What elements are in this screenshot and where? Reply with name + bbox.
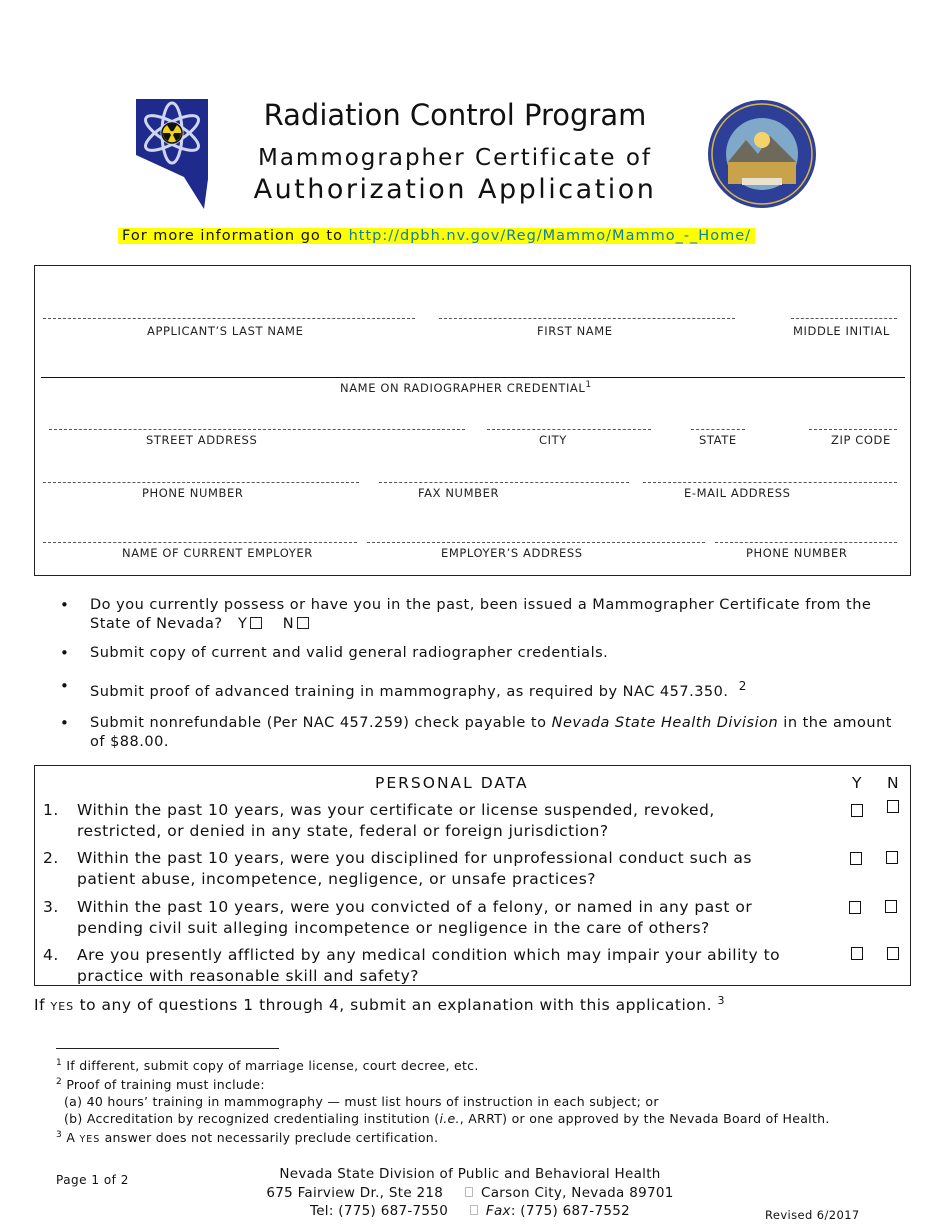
footnote-3: $^3$ A YES answer does not necessarily preclude certification. <box>56 1130 439 1146</box>
footer-address: 675 Fairview Dr., Ste 218 Carson City, Nevada 89701 <box>266 1185 674 1201</box>
q4-yes-checkbox[interactable] <box>851 947 863 960</box>
info-link[interactable]: http://dpbh.nv.gov/Reg/Mammo/Mammo_-_Home/ <box>348 228 752 244</box>
middle-initial-label: MIDDLE INITIAL <box>793 324 890 338</box>
first-name-field[interactable] <box>439 318 735 319</box>
q3-no-checkbox[interactable] <box>885 900 897 913</box>
q1-no-checkbox[interactable] <box>887 800 899 813</box>
nevada-state-seal <box>706 98 818 210</box>
zip-field[interactable] <box>809 429 897 430</box>
state-label: STATE <box>699 433 737 447</box>
footer-contact: Tel: (775) 687-7550 Fax: (775) 687-7552 <box>309 1203 631 1219</box>
credential-name-label: NAME ON RADIOGRAPHER CREDENTIAL$^1$ <box>340 380 592 395</box>
q2-yes-checkbox[interactable] <box>850 852 862 865</box>
last-name-label: APPLICANT’S LAST NAME <box>147 324 304 338</box>
employer-phone-field[interactable] <box>715 542 897 543</box>
personal-data-title: PERSONAL DATA <box>375 774 529 792</box>
zip-label: ZIP CODE <box>831 433 891 447</box>
email-field[interactable] <box>643 482 897 483</box>
q2-no-checkbox[interactable] <box>886 851 898 864</box>
q3-yes-checkbox[interactable] <box>849 901 861 914</box>
question-1: 1. Within the past 10 years, was your certificate or license suspended, revoked, restricted, or denied in any state, federal or foreign jurisdiction? <box>43 801 715 840</box>
q4-no-checkbox[interactable] <box>887 947 899 960</box>
last-name-field[interactable] <box>43 318 415 319</box>
q1-yes-checkbox[interactable] <box>851 804 863 817</box>
question-4: 4. Are you presently afflicted by any medical condition which may impair your ability to practice with reasonable skill and safety? <box>43 946 781 985</box>
info-prefix: For more information go to <box>122 228 343 244</box>
footnote-2a: (a) 40 hours’ training in mammography — must list hours of instruction in each subject; or <box>64 1094 659 1110</box>
street-label: STREET ADDRESS <box>146 433 258 447</box>
radiation-program-logo <box>134 97 212 209</box>
footnote-2: $^2$ Proof of training must include: <box>56 1077 265 1093</box>
credential-name-field[interactable] <box>41 377 905 378</box>
prior-certificate-no-checkbox[interactable] <box>297 617 309 629</box>
employer-phone-label: PHONE NUMBER <box>746 546 848 560</box>
footnotes <box>56 1055 916 1148</box>
form-subtitle-line1: Mammographer Certificate of <box>257 145 652 171</box>
city-field[interactable] <box>487 429 651 430</box>
personal-data-box <box>34 765 911 986</box>
info-banner <box>118 228 755 244</box>
form-subtitle-line2: Authorization Application <box>253 174 657 205</box>
employer-label: NAME OF CURRENT EMPLOYER <box>122 546 313 560</box>
list-item: • Submit copy of current and valid general radiographer credentials. <box>60 644 910 663</box>
footer-org: Nevada State Division of Public and Behavioral Health <box>279 1166 661 1182</box>
street-field[interactable] <box>49 429 465 430</box>
revised-date: Revised 6/2017 <box>765 1208 860 1222</box>
col-n-header: N <box>887 774 899 792</box>
program-title: Radiation Control Program <box>263 98 647 132</box>
col-y-header: Y <box>852 774 862 792</box>
list-item: • Do you currently possess or have you in the past, been issued a Mammographer Certificate from the State of Nevada? Y N <box>60 596 910 634</box>
footnote-2b: (b) Accreditation by recognized credentialing institution (i.e., ARRT) or one approved by the Nevada Board of Health. <box>64 1111 830 1127</box>
list-item: • Submit proof of advanced training in mammography, as required by NAC 457.350. $^2$ <box>60 677 910 702</box>
question-3: 3. Within the past 10 years, were you convicted of a felony, or named in any past or pending civil suit alleging incompetence or negligence in the care of others? <box>43 898 753 937</box>
question-2: 2. Within the past 10 years, were you disciplined for unprofessional conduct such as patient abuse, incompetence, negligence, or unsafe practices? <box>43 849 752 888</box>
footnote-divider <box>56 1048 279 1049</box>
phone-label: PHONE NUMBER <box>142 486 244 500</box>
requirements-list <box>60 596 910 762</box>
first-name-label: FIRST NAME <box>537 324 613 338</box>
fax-label: FAX NUMBER <box>418 486 500 500</box>
list-item: • Submit nonrefundable (Per NAC 457.259) check payable to Nevada State Health Division in the amount of $88.00. <box>60 714 910 752</box>
footnote-1: $^1$ If different, submit copy of marriage license, court decree, etc. <box>56 1058 479 1074</box>
prior-certificate-yes-checkbox[interactable] <box>250 617 262 629</box>
phone-field[interactable] <box>43 482 359 483</box>
city-label: CITY <box>539 433 567 447</box>
state-field[interactable] <box>691 429 745 430</box>
middle-initial-field[interactable] <box>791 318 897 319</box>
employer-address-label: EMPLOYER’S ADDRESS <box>441 546 583 560</box>
employer-field[interactable] <box>43 542 357 543</box>
applicant-info-box <box>34 265 911 576</box>
explanation-note: If YES to any of questions 1 through 4, submit an explanation with this application. $^3$ <box>34 994 725 1015</box>
page-number: Page 1 of 2 <box>56 1173 129 1187</box>
employer-address-field[interactable] <box>367 542 705 543</box>
email-label: E-MAIL ADDRESS <box>684 486 791 500</box>
fax-field[interactable] <box>379 482 629 483</box>
